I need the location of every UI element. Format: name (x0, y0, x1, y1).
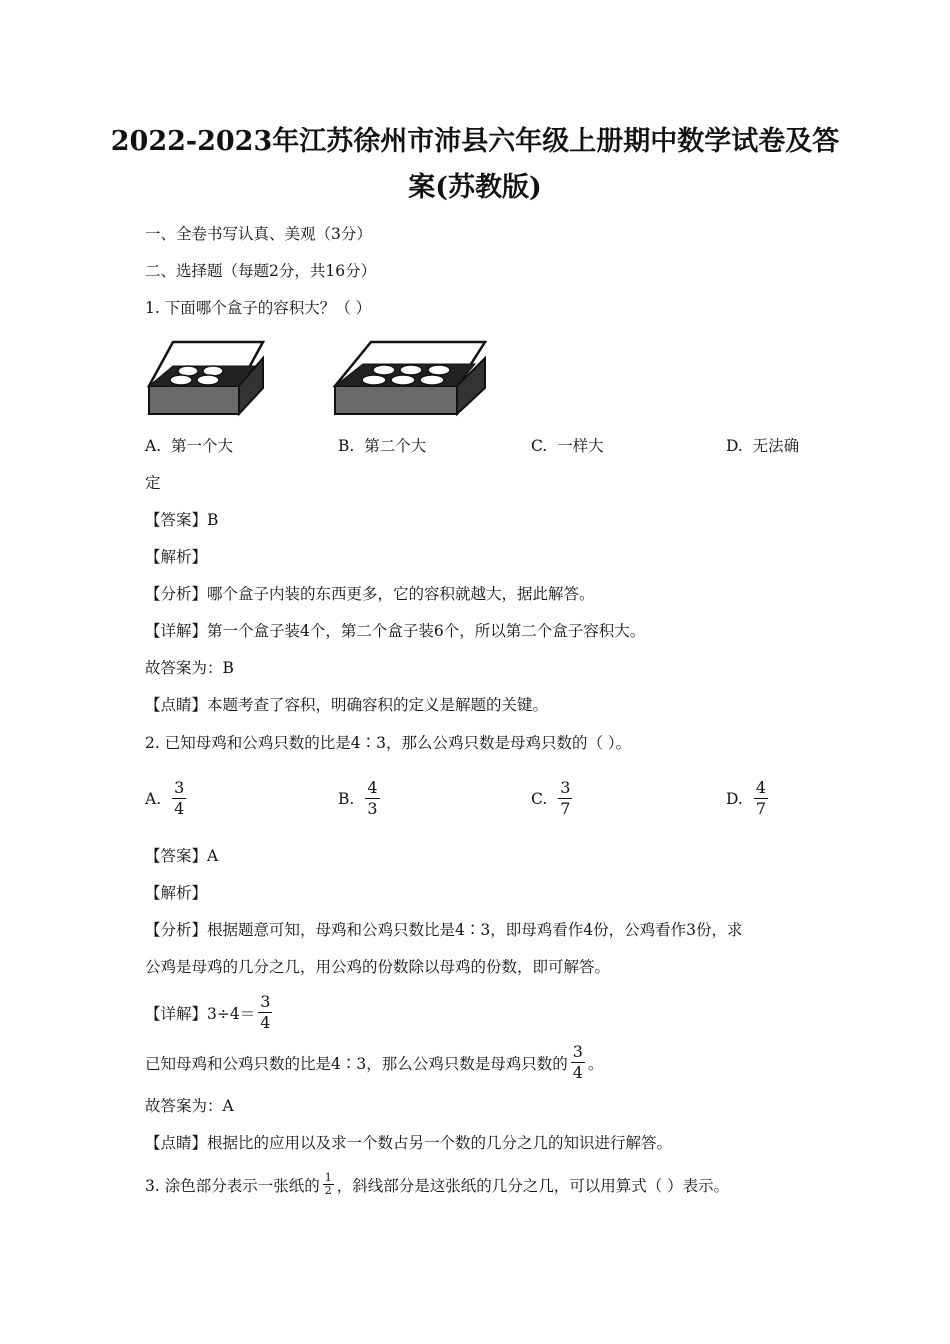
q1-analysis: 【分析】哪个盒子内装的东西更多，它的容积就越大，据此解答。 (145, 585, 595, 603)
q2-option-c: C. $\frac{3}{7}$ (531, 778, 571, 818)
fraction: $\frac{3}{4}$ (572, 1042, 583, 1082)
q1-option-c: C. 一样大 (531, 437, 604, 455)
q1-option-d: D. 无法确 (726, 437, 800, 455)
q2-option-b: B. $\frac{4}{3}$ (338, 778, 378, 818)
fraction: $\frac{4}{7}$ (755, 778, 766, 818)
box-1-image (143, 338, 269, 420)
q2-option-a: A. $\frac{3}{4}$ (145, 778, 185, 818)
q1-comment: 【点睛】本题考查了容积，明确容积的定义是解题的关键。 (145, 696, 549, 714)
q2-restatement: 已知母鸡和公鸡只数的比是4∶3，那么公鸡只数是母鸡只数的 $\frac{3}{4}$ 。 (145, 1042, 604, 1082)
q2-comment: 【点睛】根据比的应用以及求一个数占另一个数的几分之几的知识进行解答。 (145, 1134, 673, 1152)
document-title-line1: 2022-2023年江苏徐州市沛县六年级上册期中数学试卷及答 (110, 126, 840, 157)
q1-final-answer: 故答案为：B (145, 659, 234, 677)
q1-option-d-wrap: 定 (145, 474, 161, 492)
fraction: $\frac{3}{4}$ (174, 778, 185, 818)
q2-analysis-line1: 【分析】根据题意可知，母鸡和公鸡只数比是4∶3，即母鸡看作4份，公鸡看作3份，求 (145, 921, 743, 939)
q2-final-answer: 故答案为：A (145, 1097, 234, 1115)
q2-answer: 【答案】A (145, 847, 219, 865)
q2-detail: 【详解】3÷4＝ $\frac{3}{4}$ (145, 992, 271, 1032)
q1-option-a: A. 第一个大 (145, 437, 233, 455)
question-3-stem: 3. 涂色部分表示一张纸的 $\frac{1}{2}$ ，斜线部分是这张纸的几分之几，可以用算式（ ）表示。 (145, 1171, 730, 1197)
fraction: $\frac{3}{4}$ (260, 992, 271, 1032)
q2-option-d: D. $\frac{4}{7}$ (726, 778, 766, 818)
fraction: $\frac{3}{7}$ (560, 778, 571, 818)
q1-option-b: B. 第二个大 (338, 437, 427, 455)
question-1-stem: 1. 下面哪个盒子的容积大？（ ） (145, 299, 372, 317)
question-2-stem: 2. 已知母鸡和公鸡只数的比是4∶3，那么公鸡只数是母鸡只数的（ ）。 (145, 734, 632, 752)
q1-analysis-heading: 【解析】 (145, 548, 208, 566)
q1-answer: 【答案】B (145, 511, 219, 529)
q2-analysis-heading: 【解析】 (145, 884, 208, 902)
section-heading-1: 一、全卷书写认真、美观（3分） (145, 225, 372, 243)
box-2-image (329, 338, 489, 420)
section-heading-2: 二、选择题（每题2分，共16分） (145, 262, 377, 280)
fraction: $\frac{4}{3}$ (367, 778, 378, 818)
fraction: $\frac{1}{2}$ (324, 1171, 332, 1197)
q1-detail: 【详解】第一个盒子装4个，第二个盒子装6个，所以第二个盒子容积大。 (145, 622, 646, 640)
document-title-line2: 案(苏教版) (408, 172, 542, 203)
q2-analysis-line2: 公鸡是母鸡的几分之几，用公鸡的份数除以母鸡的份数，即可解答。 (145, 958, 611, 976)
